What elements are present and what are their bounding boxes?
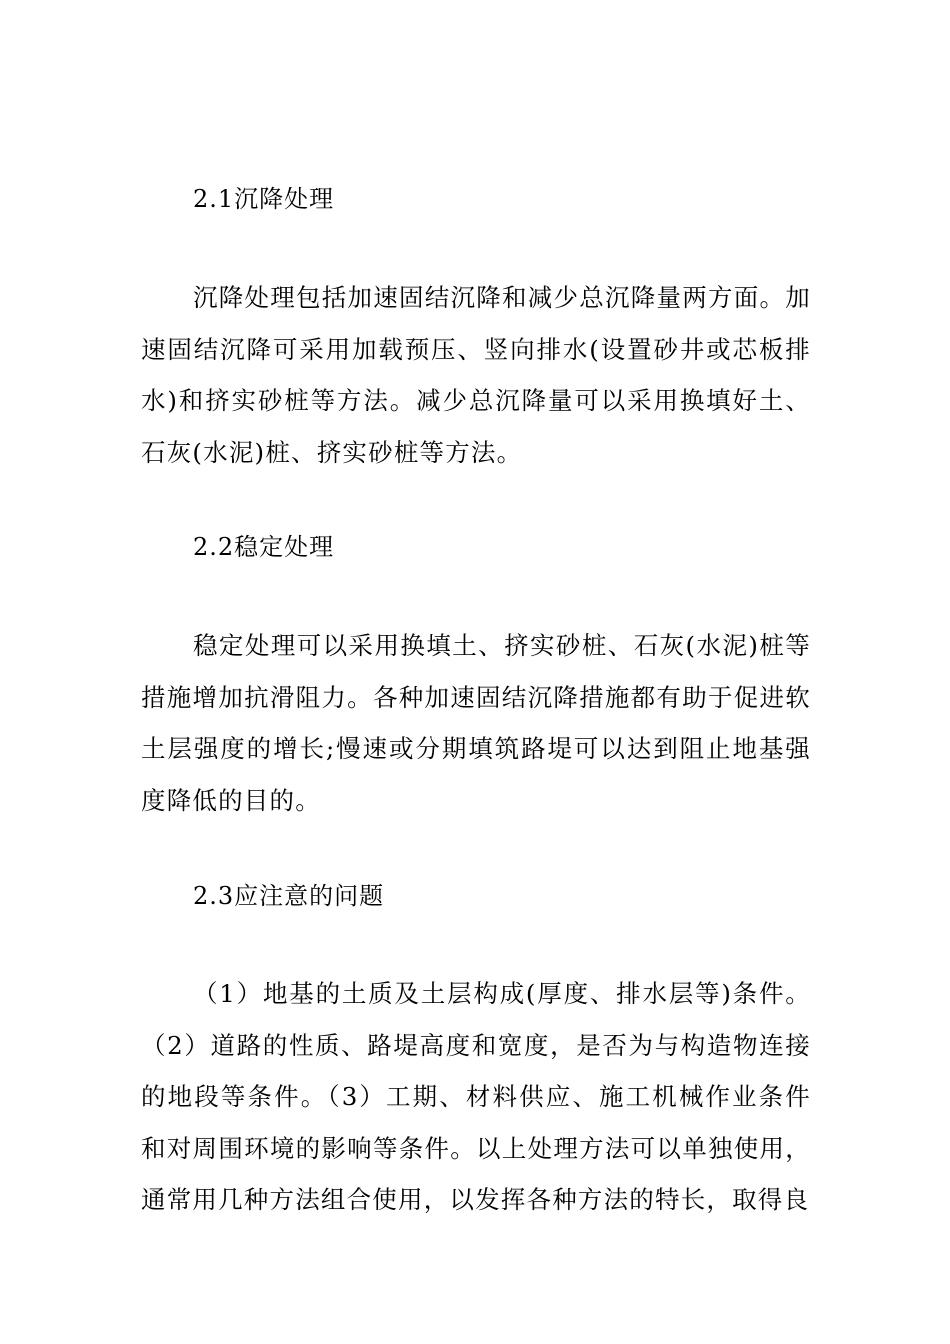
section-heading-settlement: 2.1沉降处理 xyxy=(193,185,335,213)
section-heading-notes: 2.3应注意的问题 xyxy=(193,882,385,910)
section-body-notes: （1）地基的土质及土层构成(厚度、排水层等)条件。（2）道路的性质、路堤高度和宽度，是否为与构造物连接的地段等条件。（3）工期、材料供应、施工机械作业条件和对周围环境的影响等条件。以上处理方法可以单独使用，通常用几种方法组合使用，以发挥各种方法的特长，取得良 xyxy=(141,979,811,1214)
section-heading-stability: 2.2稳定处理 xyxy=(193,533,335,561)
section-body-settlement: 沉降处理包括加速固结沉降和减少总沉降量两方面。加速固结沉降可采用加载预压、竖向排水(设置砂井或芯板排水)和挤实砂桩等方法。减少总沉降量可以采用换填好土、石灰(水泥)桩、挤实砂桩等方法。 xyxy=(141,283,811,467)
section-body-stability: 稳定处理可以采用换填土、挤实砂桩、石灰(水泥)桩等措施增加抗滑阻力。各种加速固结沉降措施都有助于促进软土层强度的增长;慢速或分期填筑路堤可以达到阻止地基强度降低的目的。 xyxy=(141,631,811,815)
